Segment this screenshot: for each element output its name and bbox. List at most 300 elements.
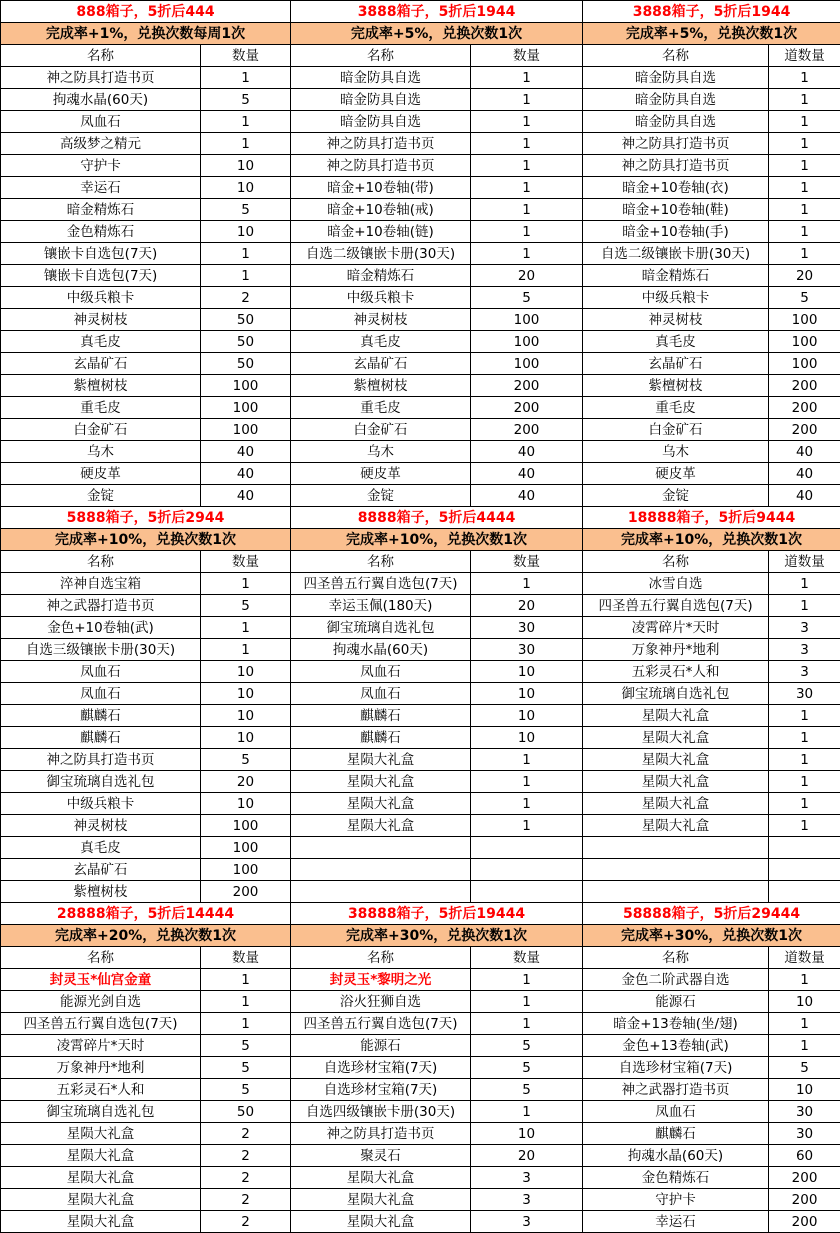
- item-qty: 100: [471, 309, 583, 331]
- item-name: 五彩灵石*人和: [583, 661, 769, 683]
- item-name: 凤血石: [291, 683, 471, 705]
- item-qty: 10: [201, 177, 291, 199]
- item-name: 万象神丹*地利: [583, 639, 769, 661]
- item-name: 乌木: [583, 441, 769, 463]
- item-qty: 200: [769, 1167, 840, 1189]
- item-name: 金锭: [1, 485, 201, 507]
- table-row: [1, 1079, 840, 1101]
- item-name: 玄晶矿石: [1, 859, 201, 881]
- item-qty: 40: [201, 463, 291, 485]
- item-qty: 5: [471, 1057, 583, 1079]
- column-header-name: 名称: [1, 551, 201, 573]
- item-qty: 10: [201, 727, 291, 749]
- table-row: [1, 353, 840, 375]
- table-row: [1, 683, 840, 705]
- item-qty: 1: [769, 243, 840, 265]
- box-rule: 完成率+1%，兑换次数每周1次: [1, 23, 291, 45]
- item-name: 白金矿石: [1, 419, 201, 441]
- item-qty: 3: [769, 617, 840, 639]
- column-header-row: [1, 45, 840, 67]
- table-row: [1, 133, 840, 155]
- item-name: 真毛皮: [1, 331, 201, 353]
- item-qty: 1: [769, 221, 840, 243]
- item-qty: 60: [769, 1145, 840, 1167]
- item-qty: 1: [769, 573, 840, 595]
- table-row: [1, 441, 840, 463]
- item-name: 淬神自选宝箱: [1, 573, 201, 595]
- item-qty: 5: [201, 89, 291, 111]
- table-row: [1, 991, 840, 1013]
- item-name: 硬皮革: [1, 463, 201, 485]
- item-name: 紫檀树枝: [583, 375, 769, 397]
- item-qty: 10: [769, 1079, 840, 1101]
- item-qty: 1: [201, 133, 291, 155]
- item-qty: 5: [471, 287, 583, 309]
- table-row: [1, 1189, 840, 1211]
- item-qty: 1: [471, 771, 583, 793]
- item-qty: 200: [769, 397, 840, 419]
- item-name: 中级兵粮卡: [583, 287, 769, 309]
- item-qty: 1: [471, 199, 583, 221]
- item-name: 神之武器打造书页: [583, 1079, 769, 1101]
- item-qty: 20: [471, 1145, 583, 1167]
- column-header-name: 名称: [583, 551, 769, 573]
- item-name: 暗金防具自选: [583, 89, 769, 111]
- item-name: 金色精炼石: [1, 221, 201, 243]
- item-qty: 1: [769, 595, 840, 617]
- box-rule-row: [1, 23, 840, 45]
- item-name: 玄晶矿石: [1, 353, 201, 375]
- box-title-row: [1, 1, 840, 23]
- table-row: [1, 1101, 840, 1123]
- item-name: [291, 881, 471, 903]
- item-qty: 1: [769, 969, 840, 991]
- item-name: 星陨大礼盒: [291, 1211, 471, 1233]
- box-rule: 完成率+5%，兑换次数1次: [291, 23, 583, 45]
- item-name: 星陨大礼盒: [291, 1167, 471, 1189]
- item-name: 硬皮革: [583, 463, 769, 485]
- item-qty: 50: [201, 331, 291, 353]
- item-name: 白金矿石: [583, 419, 769, 441]
- item-qty: 1: [471, 815, 583, 837]
- item-name: 四圣兽五行翼自选包(7天): [1, 1013, 201, 1035]
- item-name: 守护卡: [1, 155, 201, 177]
- item-name: 星陨大礼盒: [583, 727, 769, 749]
- table-row: [1, 1013, 840, 1035]
- box-title: 8888箱子，5折后4444: [291, 507, 583, 529]
- item-name: 凤血石: [1, 661, 201, 683]
- item-name: 暗金防具自选: [291, 89, 471, 111]
- item-name: 星陨大礼盒: [1, 1189, 201, 1211]
- item-name: 中级兵粮卡: [1, 287, 201, 309]
- item-qty: 40: [471, 441, 583, 463]
- item-name: 神之防具打造书页: [291, 1123, 471, 1145]
- table-row: [1, 265, 840, 287]
- table-row: [1, 177, 840, 199]
- item-qty: 5: [769, 1057, 840, 1079]
- item-qty: 40: [769, 463, 840, 485]
- box-title: 888箱子，5折后444: [1, 1, 291, 23]
- item-name: 金色+10卷轴(武): [1, 617, 201, 639]
- item-qty: 1: [201, 1013, 291, 1035]
- item-qty: 100: [201, 815, 291, 837]
- item-qty: 1: [769, 793, 840, 815]
- item-name: 麒麟石: [291, 705, 471, 727]
- table-row: [1, 67, 840, 89]
- item-name: 暗金防具自选: [583, 67, 769, 89]
- item-qty: 3: [471, 1167, 583, 1189]
- item-qty: 5: [201, 595, 291, 617]
- item-qty: 10: [471, 661, 583, 683]
- item-name: 拘魂水晶(60天): [583, 1145, 769, 1167]
- item-name: 浴火狂狮自选: [291, 991, 471, 1013]
- box-rule: 完成率+30%，兑换次数1次: [583, 925, 840, 947]
- item-qty: 100: [769, 309, 840, 331]
- item-qty: 1: [201, 243, 291, 265]
- item-name: 麒麟石: [1, 705, 201, 727]
- table-row: [1, 1035, 840, 1057]
- item-name: 凤血石: [1, 111, 201, 133]
- item-qty: 1: [471, 991, 583, 1013]
- item-qty: 100: [769, 353, 840, 375]
- item-name: 暗金+13卷轴(坐/翅): [583, 1013, 769, 1035]
- table-row: [1, 287, 840, 309]
- item-name: 乌木: [1, 441, 201, 463]
- table-row: [1, 221, 840, 243]
- item-qty: 1: [471, 133, 583, 155]
- item-qty: 20: [471, 595, 583, 617]
- item-name: 神之防具打造书页: [1, 67, 201, 89]
- item-qty: 100: [201, 397, 291, 419]
- item-qty: 1: [201, 617, 291, 639]
- item-name: 拘魂水晶(60天): [291, 639, 471, 661]
- column-header-name: 名称: [291, 45, 471, 67]
- item-name: 封灵玉*黎明之光: [291, 969, 471, 991]
- table-row: [1, 1211, 840, 1233]
- item-name: 自选二级镶嵌卡册(30天): [291, 243, 471, 265]
- item-qty: 5: [769, 287, 840, 309]
- item-qty: 1: [201, 639, 291, 661]
- item-qty: [471, 881, 583, 903]
- item-qty: 10: [201, 661, 291, 683]
- item-qty: 1: [769, 771, 840, 793]
- item-qty: 10: [471, 1123, 583, 1145]
- table-row: [1, 617, 840, 639]
- item-name: 凤血石: [291, 661, 471, 683]
- item-qty: 5: [201, 199, 291, 221]
- item-name: 神灵树枝: [1, 309, 201, 331]
- item-qty: 40: [201, 441, 291, 463]
- item-name: 麒麟石: [291, 727, 471, 749]
- column-header-qty: 数量: [201, 947, 291, 969]
- item-name: 紫檀树枝: [291, 375, 471, 397]
- box-title: 28888箱子，5折后14444: [1, 903, 291, 925]
- item-qty: 1: [201, 573, 291, 595]
- item-name: 金色+13卷轴(武): [583, 1035, 769, 1057]
- table-row: [1, 331, 840, 353]
- item-name: 星陨大礼盒: [583, 815, 769, 837]
- item-name: 中级兵粮卡: [1, 793, 201, 815]
- box-rule-row: [1, 925, 840, 947]
- item-name: 暗金+10卷轴(鞋): [583, 199, 769, 221]
- item-name: 御宝琉璃自选礼包: [291, 617, 471, 639]
- item-qty: 3: [769, 639, 840, 661]
- column-header-qty: 数量: [471, 947, 583, 969]
- item-qty: 1: [471, 155, 583, 177]
- item-qty: 1: [769, 749, 840, 771]
- item-name: 自选四级镶嵌卡册(30天): [291, 1101, 471, 1123]
- item-qty: 200: [201, 881, 291, 903]
- table-row: [1, 199, 840, 221]
- item-qty: 1: [769, 155, 840, 177]
- table-row: [1, 595, 840, 617]
- item-name: 星陨大礼盒: [291, 771, 471, 793]
- item-qty: 200: [769, 419, 840, 441]
- table-row: [1, 727, 840, 749]
- column-header-qty: 数量: [201, 45, 291, 67]
- column-header-row: [1, 551, 840, 573]
- column-header-name: 名称: [291, 551, 471, 573]
- item-qty: 1: [201, 67, 291, 89]
- item-name: 真毛皮: [1, 837, 201, 859]
- item-qty: 1: [471, 177, 583, 199]
- item-qty: 5: [201, 1057, 291, 1079]
- item-qty: 100: [201, 419, 291, 441]
- item-name: 神之防具打造书页: [1, 749, 201, 771]
- item-name: 暗金精炼石: [1, 199, 201, 221]
- column-header-qty: 数量: [471, 551, 583, 573]
- item-name: 紫檀树枝: [1, 375, 201, 397]
- box-rule: 完成率+5%，兑换次数1次: [583, 23, 840, 45]
- item-qty: 1: [769, 67, 840, 89]
- item-qty: 10: [201, 705, 291, 727]
- item-qty: 1: [471, 67, 583, 89]
- item-name: 能源光剑自选: [1, 991, 201, 1013]
- item-qty: 50: [201, 1101, 291, 1123]
- item-name: 冰雪自选: [583, 573, 769, 595]
- box-rule: 完成率+10%，兑换次数1次: [1, 529, 291, 551]
- item-name: 神之防具打造书页: [291, 155, 471, 177]
- item-name: 神灵树枝: [583, 309, 769, 331]
- box-title: 5888箱子，5折后2944: [1, 507, 291, 529]
- item-name: [583, 881, 769, 903]
- column-header-name: 名称: [1, 947, 201, 969]
- table-row: [1, 155, 840, 177]
- item-qty: 1: [769, 89, 840, 111]
- item-name: [291, 837, 471, 859]
- item-qty: 2: [201, 1167, 291, 1189]
- item-qty: 2: [201, 1123, 291, 1145]
- item-name: 聚灵石: [291, 1145, 471, 1167]
- table-row: [1, 89, 840, 111]
- item-qty: 10: [471, 705, 583, 727]
- item-qty: 1: [471, 243, 583, 265]
- table-row: [1, 815, 840, 837]
- item-qty: 5: [471, 1035, 583, 1057]
- item-qty: 1: [471, 793, 583, 815]
- item-qty: 10: [201, 793, 291, 815]
- item-name: 星陨大礼盒: [291, 793, 471, 815]
- item-name: 金色二阶武器自选: [583, 969, 769, 991]
- item-qty: 1: [201, 111, 291, 133]
- item-name: 暗金精炼石: [583, 265, 769, 287]
- item-name: 自选二级镶嵌卡册(30天): [583, 243, 769, 265]
- item-qty: 30: [769, 1123, 840, 1145]
- item-qty: [769, 859, 840, 881]
- item-name: 能源石: [291, 1035, 471, 1057]
- item-qty: 1: [769, 1013, 840, 1035]
- item-qty: 1: [769, 705, 840, 727]
- box-rule: 完成率+30%，兑换次数1次: [291, 925, 583, 947]
- item-name: 星陨大礼盒: [291, 1189, 471, 1211]
- item-qty: [471, 837, 583, 859]
- item-name: 神之防具打造书页: [291, 133, 471, 155]
- table-row: [1, 793, 840, 815]
- item-name: 凌霄碎片*天时: [1, 1035, 201, 1057]
- table-row: [1, 969, 840, 991]
- item-qty: 10: [471, 727, 583, 749]
- item-qty: 2: [201, 1145, 291, 1167]
- item-name: 自选珍材宝箱(7天): [291, 1057, 471, 1079]
- column-header-qty: 数量: [201, 551, 291, 573]
- column-header-qty: 数量: [471, 45, 583, 67]
- item-qty: 200: [769, 1189, 840, 1211]
- item-qty: 30: [471, 617, 583, 639]
- item-name: 暗金防具自选: [291, 67, 471, 89]
- item-name: 星陨大礼盒: [291, 749, 471, 771]
- item-qty: 100: [201, 375, 291, 397]
- table-row: [1, 1167, 840, 1189]
- item-qty: 1: [471, 969, 583, 991]
- item-name: [291, 859, 471, 881]
- column-header-qty: 道数量: [769, 551, 840, 573]
- item-qty: 20: [769, 265, 840, 287]
- item-name: 御宝琉璃自选礼包: [1, 1101, 201, 1123]
- table-row: [1, 639, 840, 661]
- item-qty: 50: [201, 309, 291, 331]
- item-qty: 100: [201, 837, 291, 859]
- box-rule: 完成率+20%，兑换次数1次: [1, 925, 291, 947]
- item-qty: 5: [201, 1035, 291, 1057]
- item-qty: 3: [471, 1189, 583, 1211]
- item-name: 金色精炼石: [583, 1167, 769, 1189]
- column-header-qty: 道数量: [769, 45, 840, 67]
- item-name: 星陨大礼盒: [583, 705, 769, 727]
- item-name: 神之防具打造书页: [583, 133, 769, 155]
- table-row: [1, 397, 840, 419]
- item-name: 星陨大礼盒: [1, 1211, 201, 1233]
- item-name: 五彩灵石*人和: [1, 1079, 201, 1101]
- column-header-name: 名称: [583, 947, 769, 969]
- table-row: [1, 111, 840, 133]
- item-name: 高级梦之精元: [1, 133, 201, 155]
- item-qty: 200: [471, 375, 583, 397]
- item-qty: 100: [471, 331, 583, 353]
- table-row: [1, 749, 840, 771]
- table-row: [1, 881, 840, 903]
- column-header-row: [1, 947, 840, 969]
- box-rule: 完成率+10%，兑换次数1次: [583, 529, 840, 551]
- box-rule-row: [1, 529, 840, 551]
- box-title-row: [1, 507, 840, 529]
- item-qty: 1: [471, 749, 583, 771]
- table-row: [1, 309, 840, 331]
- item-name: 星陨大礼盒: [583, 771, 769, 793]
- item-qty: 10: [471, 683, 583, 705]
- item-name: 四圣兽五行翼自选包(7天): [583, 595, 769, 617]
- item-name: 重毛皮: [291, 397, 471, 419]
- item-name: 紫檀树枝: [1, 881, 201, 903]
- table-row: [1, 485, 840, 507]
- item-qty: 1: [769, 199, 840, 221]
- item-name: 麒麟石: [583, 1123, 769, 1145]
- item-qty: 1: [471, 89, 583, 111]
- table-row: [1, 1123, 840, 1145]
- item-name: 玄晶矿石: [583, 353, 769, 375]
- item-name: 幸运石: [1, 177, 201, 199]
- item-name: 神之防具打造书页: [583, 155, 769, 177]
- item-name: 凤血石: [1, 683, 201, 705]
- item-name: 幸运玉佩(180天): [291, 595, 471, 617]
- item-qty: 1: [201, 991, 291, 1013]
- column-header-name: 名称: [583, 45, 769, 67]
- table-row: [1, 463, 840, 485]
- item-name: 拘魂水晶(60天): [1, 89, 201, 111]
- item-name: 暗金防具自选: [291, 111, 471, 133]
- item-qty: 20: [201, 771, 291, 793]
- item-name: 中级兵粮卡: [291, 287, 471, 309]
- column-header-name: 名称: [291, 947, 471, 969]
- column-header-qty: 道数量: [769, 947, 840, 969]
- item-name: [583, 837, 769, 859]
- box-title: 3888箱子，5折后1944: [583, 1, 840, 23]
- item-qty: 20: [471, 265, 583, 287]
- item-qty: 3: [471, 1211, 583, 1233]
- item-name: 金锭: [583, 485, 769, 507]
- item-qty: 40: [201, 485, 291, 507]
- item-qty: 1: [471, 1013, 583, 1035]
- item-qty: [471, 859, 583, 881]
- item-name: 暗金+10卷轴(戒): [291, 199, 471, 221]
- item-name: 真毛皮: [583, 331, 769, 353]
- item-name: 神灵树枝: [1, 815, 201, 837]
- item-qty: 5: [471, 1079, 583, 1101]
- item-name: 四圣兽五行翼自选包(7天): [291, 1013, 471, 1035]
- item-qty: 1: [769, 133, 840, 155]
- item-qty: 1: [471, 573, 583, 595]
- item-qty: 40: [769, 485, 840, 507]
- item-qty: 1: [769, 111, 840, 133]
- item-qty: 2: [201, 287, 291, 309]
- item-qty: 10: [201, 221, 291, 243]
- item-qty: 10: [201, 683, 291, 705]
- item-name: 星陨大礼盒: [1, 1167, 201, 1189]
- item-name: 乌木: [291, 441, 471, 463]
- item-name: 镶嵌卡自选包(7天): [1, 243, 201, 265]
- item-name: 真毛皮: [291, 331, 471, 353]
- item-qty: 50: [201, 353, 291, 375]
- table-row: [1, 1057, 840, 1079]
- item-qty: 40: [471, 485, 583, 507]
- item-qty: 1: [769, 815, 840, 837]
- item-name: 玄晶矿石: [291, 353, 471, 375]
- item-name: 万象神丹*地利: [1, 1057, 201, 1079]
- table-row: [1, 661, 840, 683]
- box-title: 38888箱子，5折后19444: [291, 903, 583, 925]
- item-name: 星陨大礼盒: [1, 1123, 201, 1145]
- column-header-name: 名称: [1, 45, 201, 67]
- item-qty: 1: [769, 1035, 840, 1057]
